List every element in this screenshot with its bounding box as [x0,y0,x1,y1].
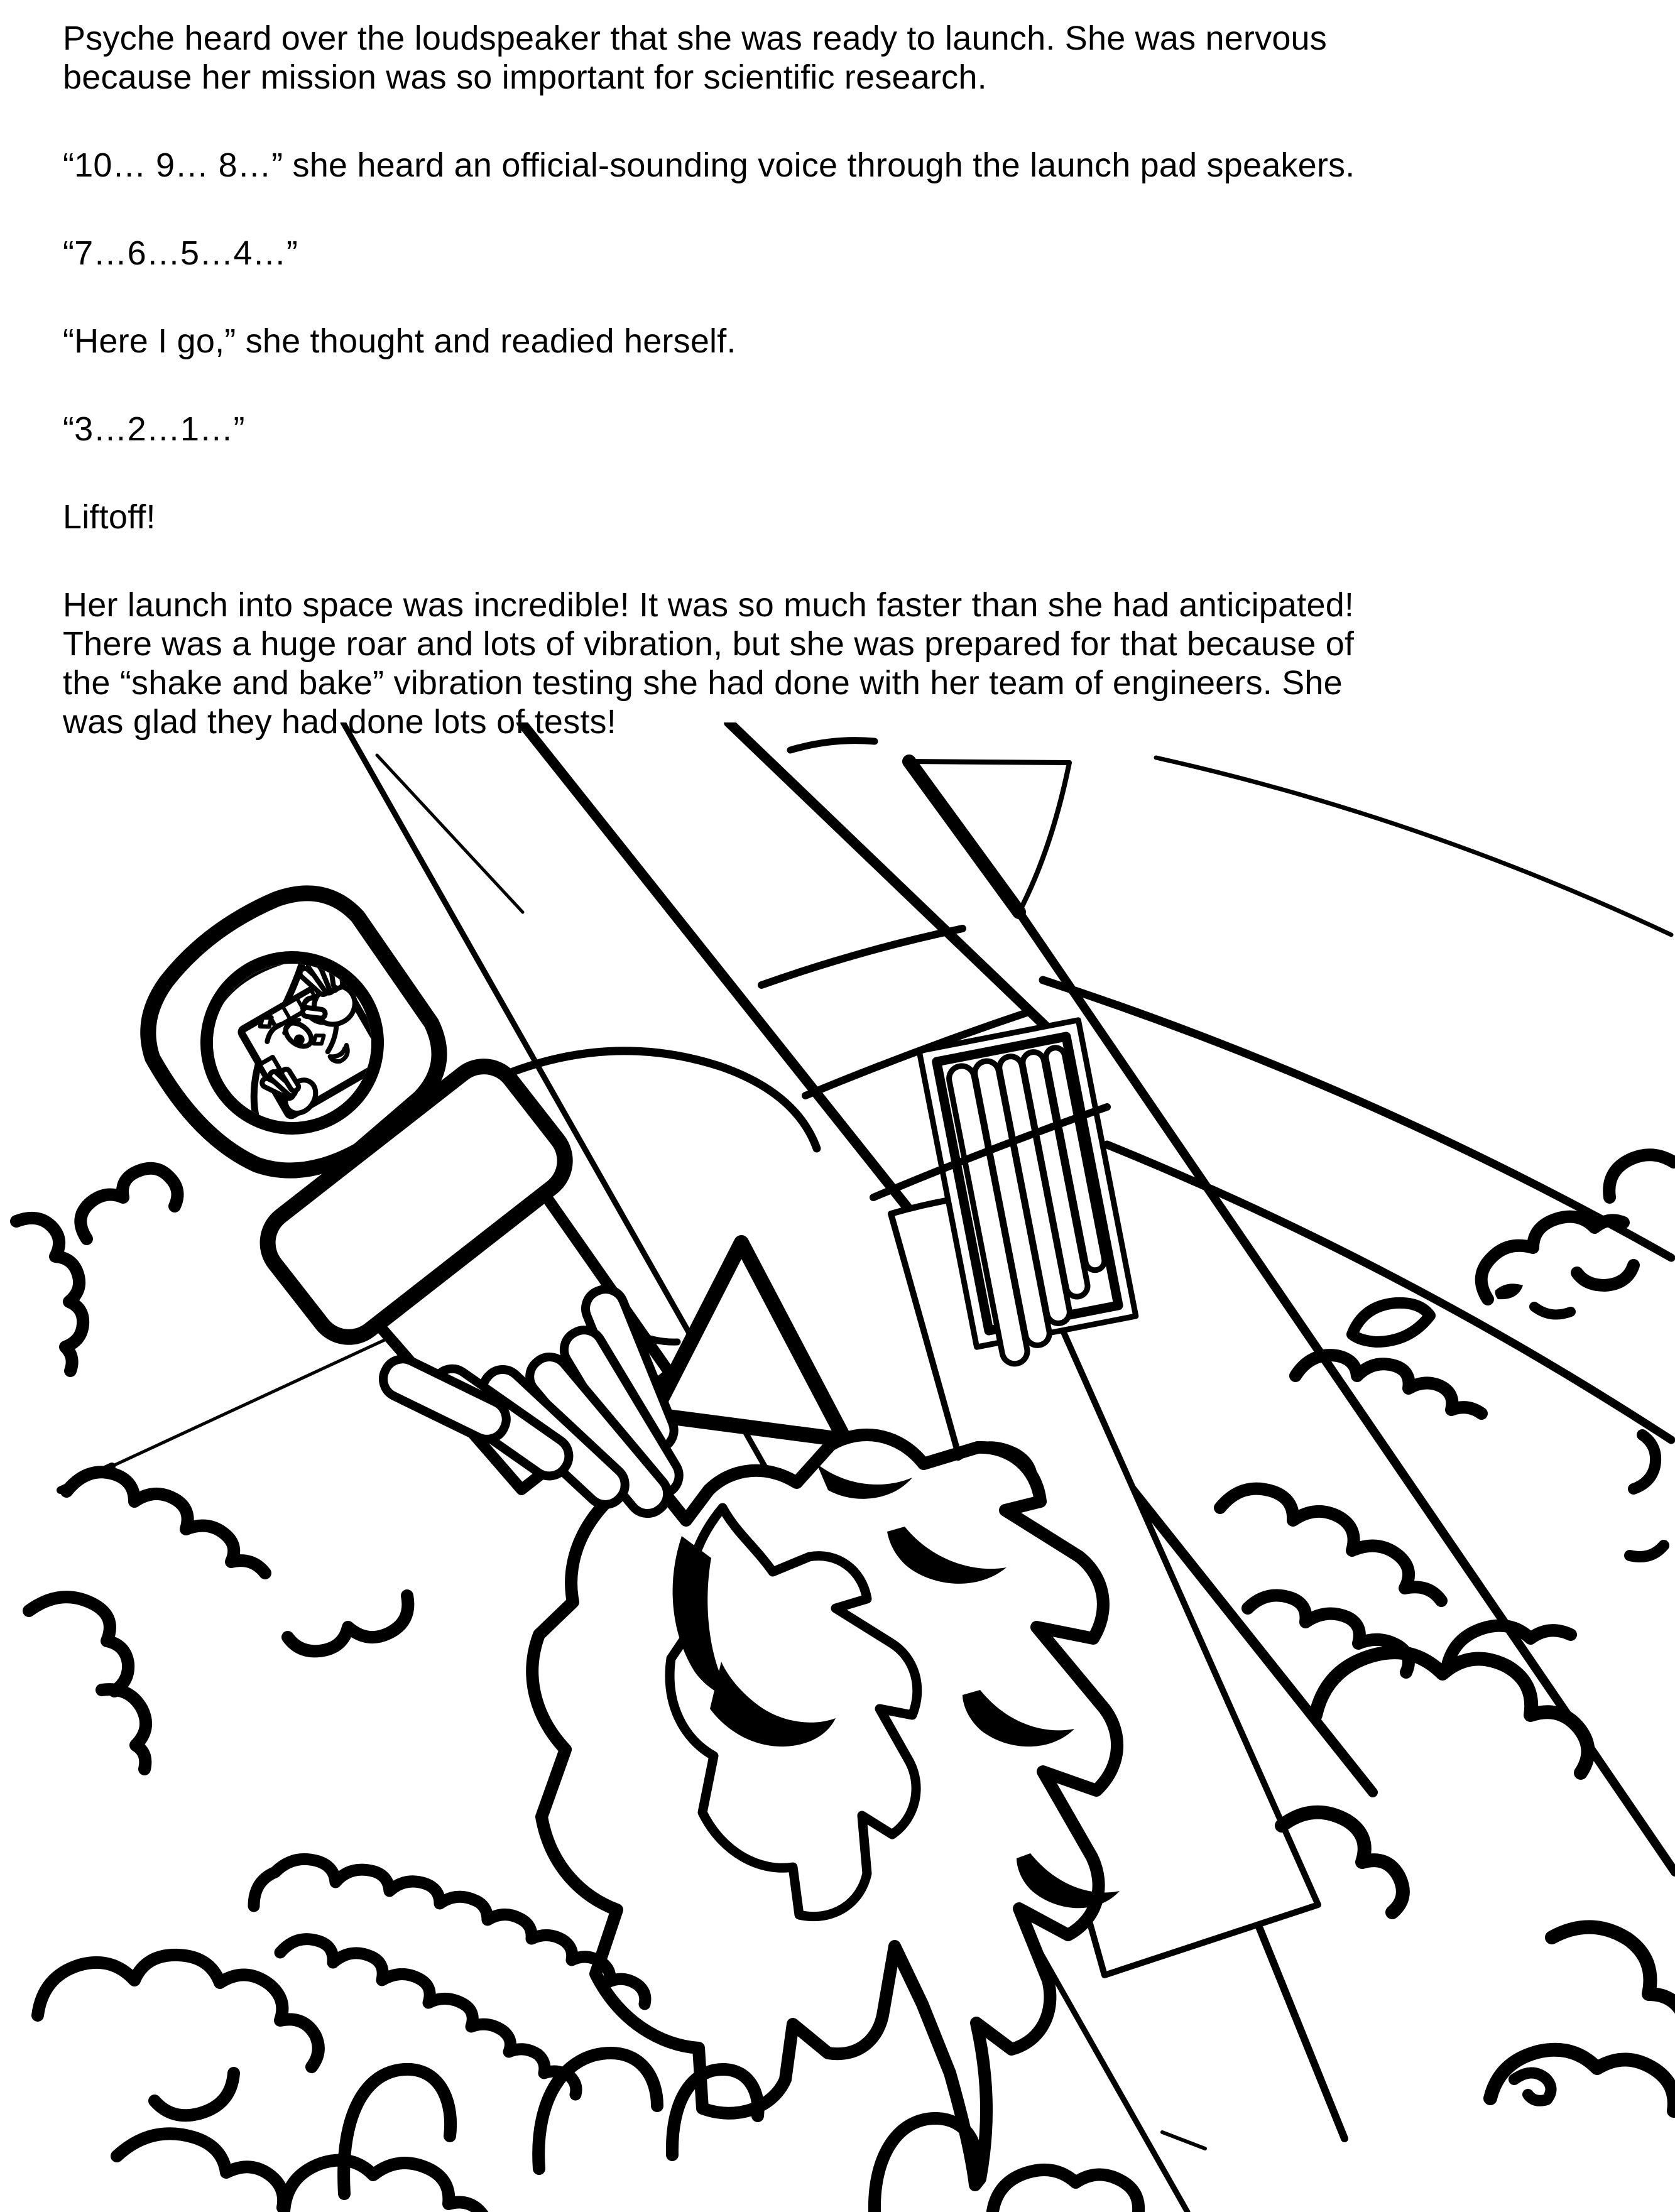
rocket-tail-fin [653,1243,845,1440]
clouds-lower-left [38,1955,484,2212]
story-paragraph: Psyche heard over the loudspeaker that she was ready to launch. She was nervous because her mission was so important for scientific research. [63,19,1327,96]
story-paragraph-countdown-2: “7…6…5…4…” [63,234,298,272]
exhaust-flame [532,1435,1120,2185]
story-paragraph-launch: Her launch into space was incredible! It was so much faster than she had anticipated! There was a huge roar and lots of vibration, but she was prepared for that because of the “shake and bake” vibration testing she had done with her team of engineers. She was glad they had done lots of tests! [63,586,1355,741]
clouds-top-right [1296,1155,1674,1414]
story-paragraph-countdown-1: “10… 9… 8…” she heard an official-sounding voice through the launch pad speakers. [63,146,1355,184]
clouds-top-left [16,1169,178,1371]
rocket-launch-illustration [0,722,1675,2212]
story-paragraph-here-i-go: “Here I go,” she thought and readied herself. [63,322,736,360]
story-paragraph-countdown-3: “3…2…1…” [63,410,245,448]
story-text [63,19,1634,790]
clouds-left [29,1472,408,1769]
tower-fin [909,758,1671,935]
rocket [92,846,776,1603]
story-paragraph-liftoff: Liftoff! [63,498,156,536]
